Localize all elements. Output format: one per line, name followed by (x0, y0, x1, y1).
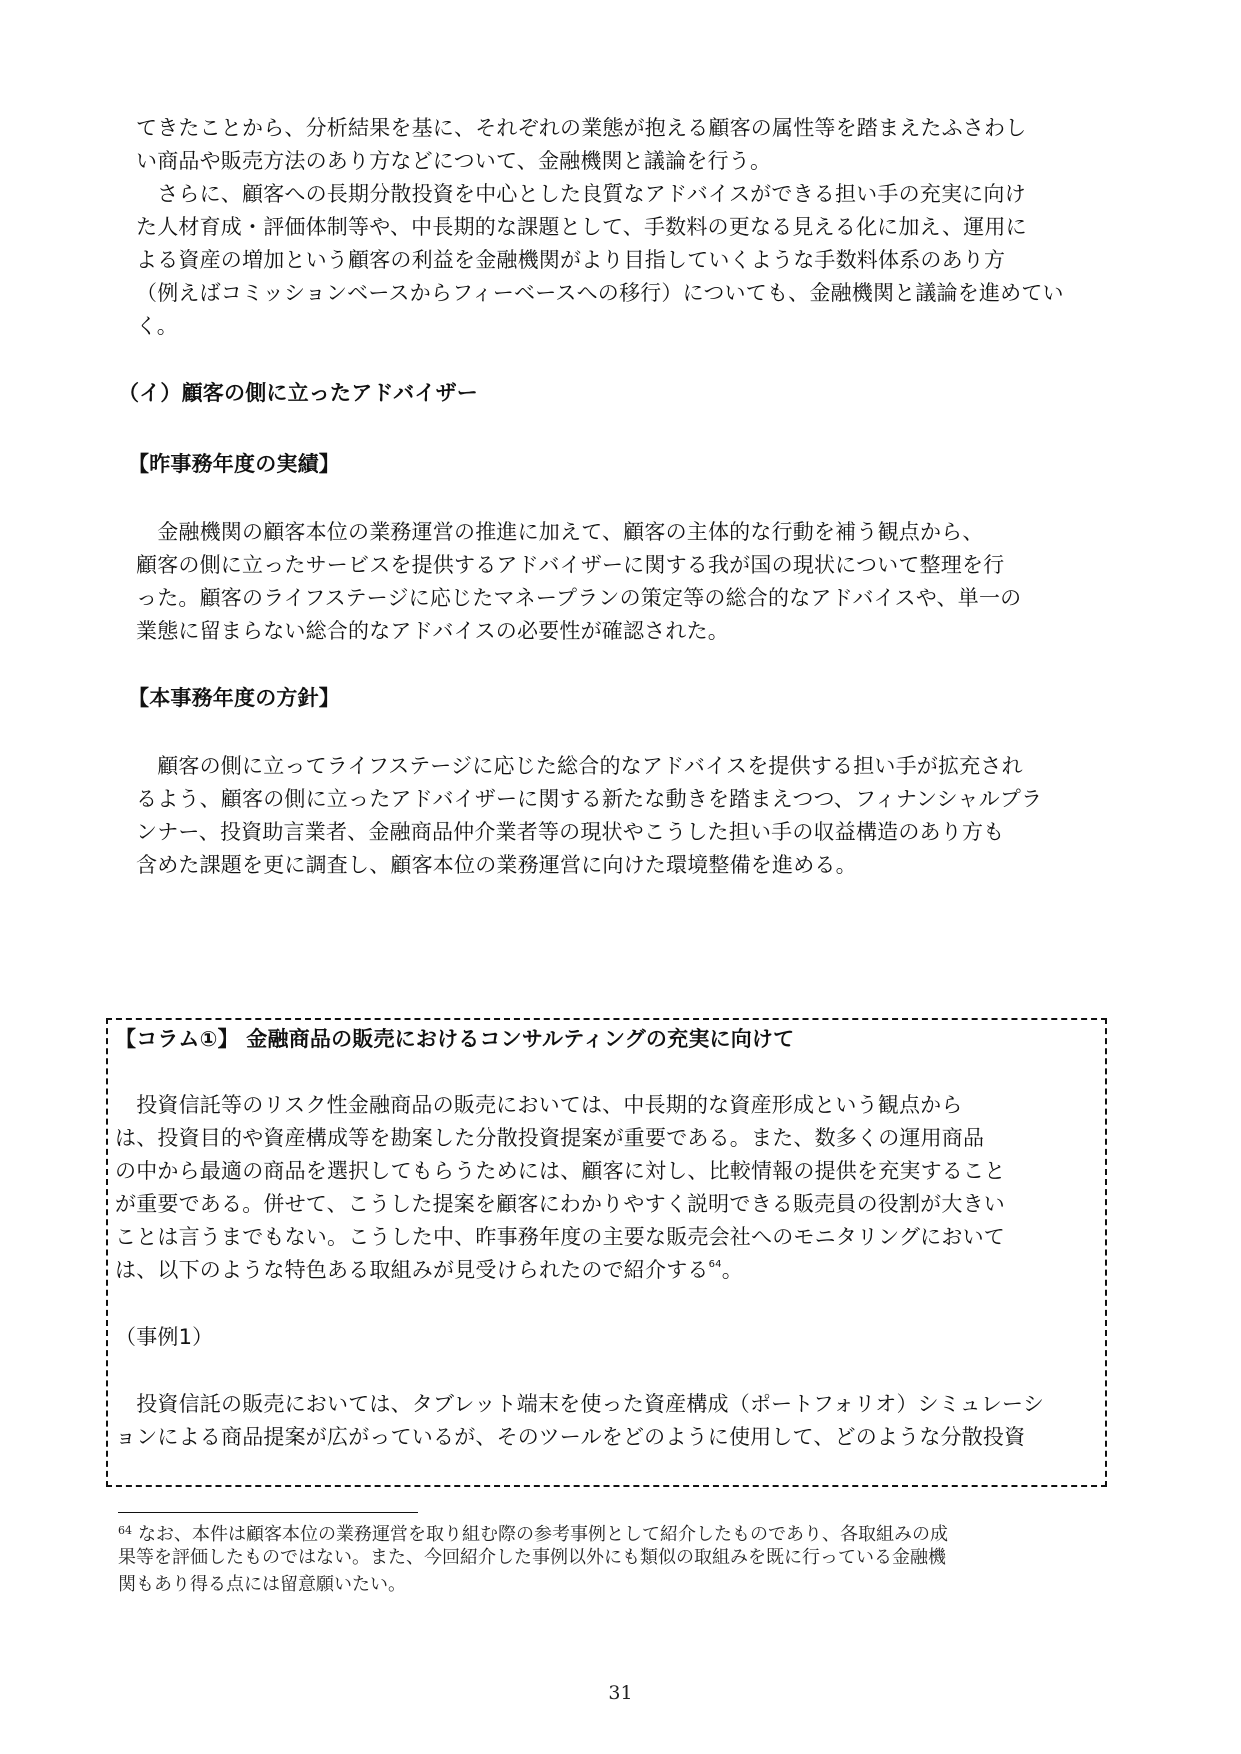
column-title: 【コラム①】 金融商品の販売におけるコンサルティングの充実に向けて (115, 1027, 795, 1051)
column-intro-line-2: は、投資目的や資産構成等を勘案した分散投資提案が重要である。また、数多くの運用商品 (115, 1126, 985, 1150)
page-number: 31 (608, 1682, 633, 1704)
intro-p2-line-3: よる資産の増加という顧客の利益を金融機関がより目指していくような手数料体系のあり方 (136, 248, 1006, 272)
current-policy-line-2: るよう、顧客の側に立ったアドバイザーに関する新たな動きを踏まえつつ、フィナンシャルプラ (136, 787, 1043, 811)
footnote-line-3: 関もあり得る点には留意願いたい。 (118, 1574, 406, 1595)
column-intro-line-6-text: は、以下のような特色ある取組みが見受けられたので紹介する (115, 1258, 709, 1282)
footnote-reference-64[interactable]: 64 (708, 1259, 722, 1270)
column-intro-line-3: の中から最適の商品を選択してもらうためには、顧客に対し、比較情報の提供を充実すること (115, 1159, 1006, 1183)
intro-p2-line-5: く。 (136, 314, 178, 338)
footnote-line-2: 果等を評価したものではない。また、今回紹介した事例以外にも類似の取組みを既に行っている金融機 (118, 1547, 946, 1568)
past-results-line-1: 金融機関の顧客本位の業務運営の推進に加えて、顧客の主体的な行動を補う観点から、 (136, 520, 984, 544)
column-intro-line-6-end: 。 (721, 1258, 743, 1282)
footnote-line-1 (118, 1519, 948, 1547)
current-policy-line-3: ンナー、投資助言業者、金融商品仲介業者等の現状やこうした担い手の収益構造のあり方も (136, 820, 1005, 844)
past-results-line-2: 顧客の側に立ったサービスを提供するアドバイザーに関する我が国の現状について整理を行 (136, 553, 1005, 577)
column-intro-line-6 (115, 1255, 1100, 1285)
case-label: （事例1） (115, 1325, 214, 1349)
column-intro-line-1: 投資信託等のリスク性金融商品の販売においては、中長期的な資産形成という観点から (115, 1093, 963, 1117)
section-title: （イ）顧客の側に立ったアドバイザー (118, 381, 478, 405)
past-results-line-4: 業態に留まらない総合的なアドバイスの必要性が確認された。 (136, 619, 729, 643)
intro-p2-line-4: （例えばコミッションベースからフィーベースへの移行）についても、金融機関と議論を進めてい (136, 281, 1064, 305)
footnote-divider (118, 1512, 418, 1513)
intro-p1-line-2: い商品や販売方法のあり方などについて、金融機関と議論を行う。 (136, 149, 772, 173)
intro-p1-line-1: てきたことから、分析結果を基に、それぞれの業態が抱える顧客の属性等を踏まえたふさわし (136, 116, 1027, 140)
current-policy-line-1: 顧客の側に立ってライフステージに応じた総合的なアドバイスを提供する担い手が拡充され (136, 754, 1023, 778)
past-results-line-3: った。顧客のライフステージに応じたマネープランの策定等の総合的なアドバイスや、単一の (136, 586, 1022, 610)
current-policy-line-4: 含めた課題を更に調査し、顧客本位の業務運営に向けた環境整備を進める。 (136, 853, 857, 877)
past-results-heading: 【昨事務年度の実績】 (128, 452, 340, 476)
current-policy-heading: 【本事務年度の方針】 (128, 686, 340, 710)
column-intro-line-4: が重要である。併せて、こうした提案を顧客にわかりやすく説明できる販売員の役割が大きい (115, 1192, 1005, 1216)
intro-p2-line-1: さらに、顧客への長期分散投資を中心とした良質なアドバイスができる担い手の充実に向け (136, 182, 1026, 206)
column-intro-line-5: ことは言うまでもない。こうした中、昨事務年度の主要な販売会社へのモニタリングにおいて (115, 1225, 1005, 1249)
intro-p2-line-2: た人材育成・評価体制等や、中長期的な課題として、手数料の更なる見える化に加え、運用に (136, 215, 1027, 239)
footnote-line-1-text: なお、本件は顧客本位の業務運営を取り組む際の参考事例として紹介したものであり、各取組みの成 (138, 1524, 948, 1545)
footnote-number: 64 (118, 1524, 132, 1537)
case-line-1: 投資信託の販売においては、タブレット端末を使った資産構成（ポートフォリオ）シミュレーシ (115, 1392, 1045, 1416)
case-line-2: ョンによる商品提案が広がっているが、そのツールをどのように使用して、どのような分散投資 (115, 1425, 1026, 1449)
